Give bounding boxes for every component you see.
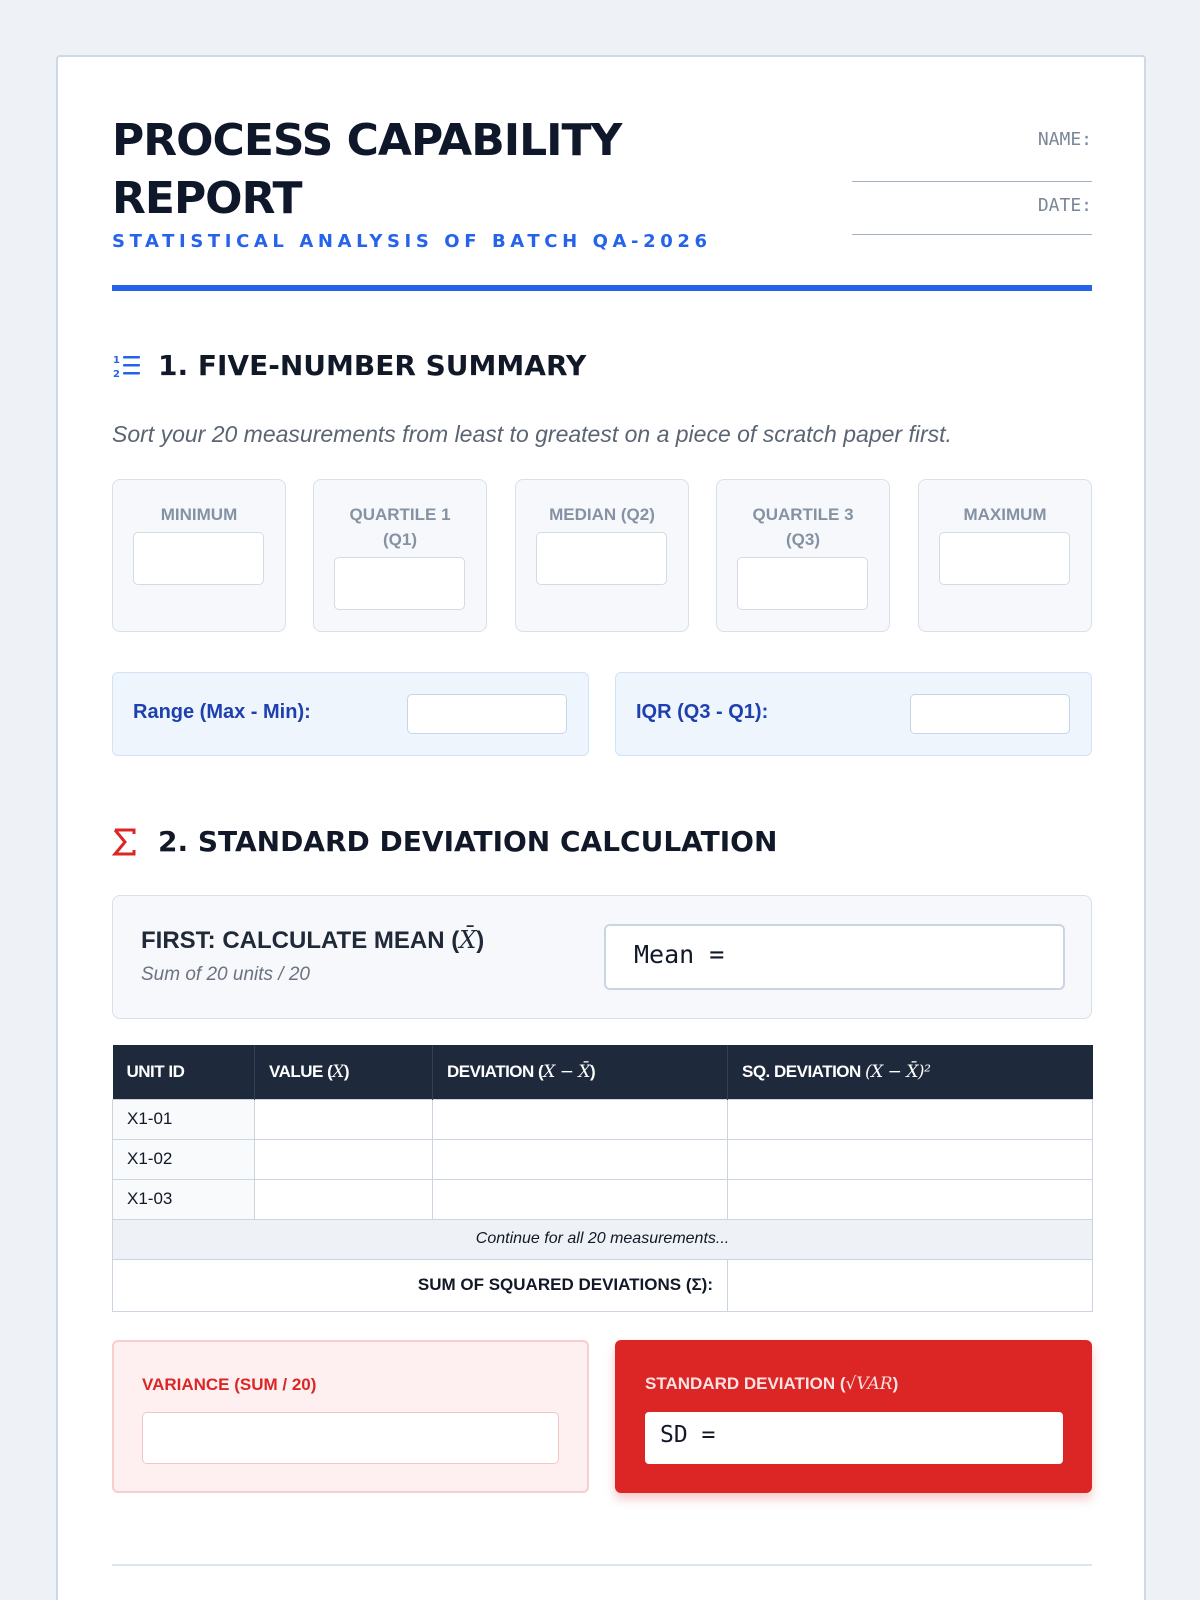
header-unit-id: UNIT ID: [113, 1045, 255, 1099]
iqr-input[interactable]: [910, 694, 1070, 734]
quartile-1-label: QUARTILE 1 (Q1): [349, 505, 451, 549]
five-number-summary: [112, 479, 1092, 632]
table-header-row: [113, 1045, 1093, 1099]
name-field[interactable]: [852, 129, 1092, 182]
instruction-hint: Sort your 20 measurements from least to greatest on a piece of scratch paper first.: [112, 421, 952, 447]
value-cell[interactable]: [255, 1139, 433, 1179]
median-label: MEDIAN (Q2): [549, 505, 655, 524]
standard-deviation-box: [615, 1340, 1092, 1493]
value-cell[interactable]: [255, 1099, 433, 1139]
section-1-heading: [112, 349, 586, 382]
sd-input[interactable]: [645, 1412, 1063, 1464]
section-2-heading: [112, 825, 777, 858]
sum-input[interactable]: [728, 1259, 1093, 1311]
header-sq-deviation: SQ. DEVIATION (X − X̄)²: [728, 1045, 1093, 1099]
page-subtitle: STATISTICAL ANALYSIS OF BATCH QA-2026: [112, 231, 712, 252]
quartile-3-label: QUARTILE 3 (Q3): [752, 505, 854, 549]
continue-row: [113, 1219, 1093, 1259]
table-row: [113, 1139, 1093, 1179]
svg-text:1: 1: [113, 354, 120, 366]
maximum-input[interactable]: [939, 532, 1070, 585]
mean-label: FIRST: CALCULATE MEAN (X̄): [141, 926, 485, 954]
value-cell[interactable]: [255, 1179, 433, 1219]
report-sheet: [56, 55, 1146, 1600]
variance-label: VARIANCE (SUM / 20): [142, 1375, 317, 1394]
sum-label: SUM OF SQUARED DEVIATIONS (Σ):: [113, 1259, 728, 1311]
sum-row: [113, 1259, 1093, 1311]
date-label: DATE:: [1037, 195, 1092, 216]
sd-label: STANDARD DEVIATION (√VAR): [645, 1374, 899, 1394]
deviation-cell[interactable]: [433, 1139, 728, 1179]
bottom-divider: [112, 1564, 1092, 1566]
mean-subtext: Sum of 20 units / 20: [141, 964, 310, 985]
iqr-label: IQR (Q3 - Q1):: [636, 701, 769, 723]
range-input[interactable]: [407, 694, 567, 734]
sigma-icon: [112, 827, 144, 857]
quartile-1-input[interactable]: [334, 557, 465, 610]
deviation-cell[interactable]: [433, 1179, 728, 1219]
maximum-box: [918, 479, 1092, 632]
table-row: [113, 1179, 1093, 1219]
sq-deviation-cell[interactable]: [728, 1099, 1093, 1139]
header-divider: [112, 285, 1092, 291]
variance-input[interactable]: [142, 1412, 559, 1464]
section-2-title: 2. STANDARD DEVIATION CALCULATION: [158, 825, 778, 858]
range-label: Range (Max - Min):: [133, 701, 311, 723]
name-label: NAME:: [1037, 129, 1092, 150]
date-field[interactable]: [852, 182, 1092, 235]
maximum-label: MAXIMUM: [963, 505, 1047, 524]
sq-deviation-cell[interactable]: [728, 1139, 1093, 1179]
unit-id-cell: X1-01: [113, 1099, 255, 1139]
range-box: [112, 672, 589, 756]
deviation-cell[interactable]: [433, 1099, 728, 1139]
name-date-block: [852, 129, 1092, 235]
continue-note: Continue for all 20 measurements...: [113, 1219, 1093, 1259]
unit-id-cell: X1-02: [113, 1139, 255, 1179]
header-deviation: DEVIATION (X − X̄): [433, 1045, 728, 1099]
unit-id-cell: X1-03: [113, 1179, 255, 1219]
variance-box: [112, 1340, 589, 1493]
section-1-title: 1. FIVE-NUMBER SUMMARY: [158, 349, 587, 382]
table-row: [113, 1099, 1093, 1139]
mean-value: Mean =: [634, 940, 725, 969]
minimum-input[interactable]: [133, 532, 264, 585]
median-input[interactable]: [536, 532, 667, 585]
mean-box: [112, 895, 1092, 1019]
quartile-3-box: [716, 479, 890, 632]
header-value: VALUE (X): [255, 1045, 433, 1099]
sq-deviation-cell[interactable]: [728, 1179, 1093, 1219]
iqr-box: [615, 672, 1092, 756]
minimum-box: [112, 479, 286, 632]
median-box: [515, 479, 689, 632]
sd-value: SD =: [660, 1422, 716, 1448]
minimum-label: MINIMUM: [160, 505, 238, 524]
numbered-list-icon: [112, 352, 144, 380]
quartile-3-input[interactable]: [737, 557, 868, 610]
mean-input[interactable]: [604, 924, 1065, 990]
page-title: PROCESS CAPABILITY REPORT: [112, 115, 622, 224]
deviation-table: [112, 1045, 1093, 1312]
quartile-1-box: [313, 479, 487, 632]
svg-text:2: 2: [113, 368, 120, 380]
